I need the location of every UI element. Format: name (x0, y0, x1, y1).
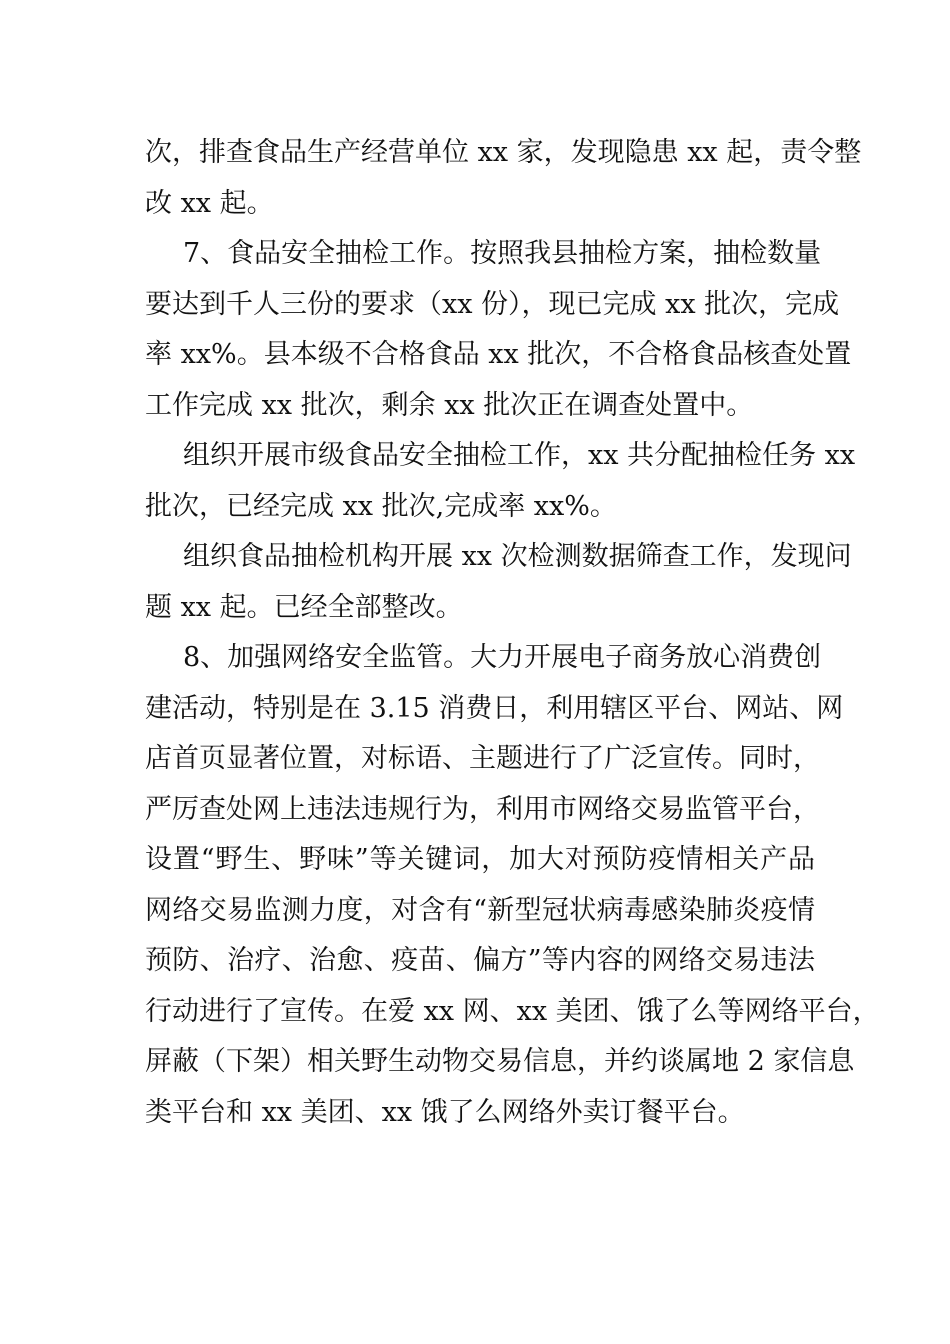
text-line: 组织开展市级食品安全抽检工作，xx 共分配抽检任务 xx (183, 440, 856, 471)
text-line: 类平台和 xx 美团、xx 饿了么网络外卖订餐平台。 (145, 1096, 745, 1128)
text-line: 严厉查处网上违法违规行为，利用市网络交易监管平台， (145, 793, 820, 825)
document-body (145, 128, 880, 1138)
text-line: 次，排查食品生产经营单位 xx 家，发现隐患 xx 起，责令整 (145, 137, 862, 168)
text-line: 工作完成 xx 批次，剩余 xx 批次正在调查处置中。 (145, 389, 754, 421)
text-line: 率 xx%。县本级不合格食品 xx 批次，不合格食品核查处置 (145, 339, 852, 370)
text-line: 要达到千人三份的要求（xx 份），现已完成 xx 批次，完成 (145, 288, 840, 320)
text-line: 屏蔽（下架）相关野生动物交易信息，并约谈属地 2 家信息 (145, 1046, 855, 1077)
text-line: 批次，已经完成 xx 批次,完成率 xx%。 (145, 490, 617, 522)
text-line: 组织食品抽检机构开展 xx 次检测数据筛查工作，发现问 (183, 541, 852, 572)
text-line: 行动进行了宣传。在爱 xx 网、xx 美团、饿了么等网络平台， (145, 995, 880, 1027)
text-line: 设置“野生、野味”等关键词，加大对预防疫情相关产品 (145, 844, 815, 875)
text-line: 题 xx 起。已经全部整改。 (145, 591, 463, 623)
text-line: 网络交易监测力度，对含有“新型冠状病毒感染肺炎疫情 (145, 894, 815, 926)
text-line: 建活动，特别是在 3.15 消费日，利用辖区平台、网站、网 (145, 692, 844, 724)
text-line: 预防、治疗、治愈、疫苗、偏方”等内容的网络交易违法 (145, 945, 815, 976)
text-line: 改 xx 起。 (145, 187, 274, 219)
text-line: 店首页显著位置，对标语、主题进行了广泛宣传。同时， (145, 743, 820, 774)
text-line: 8、加强网络安全监管。大力开展电子商务放心消费创 (183, 642, 822, 673)
text-line: 7、食品安全抽检工作。按照我县抽检方案，抽检数量 (183, 238, 822, 269)
